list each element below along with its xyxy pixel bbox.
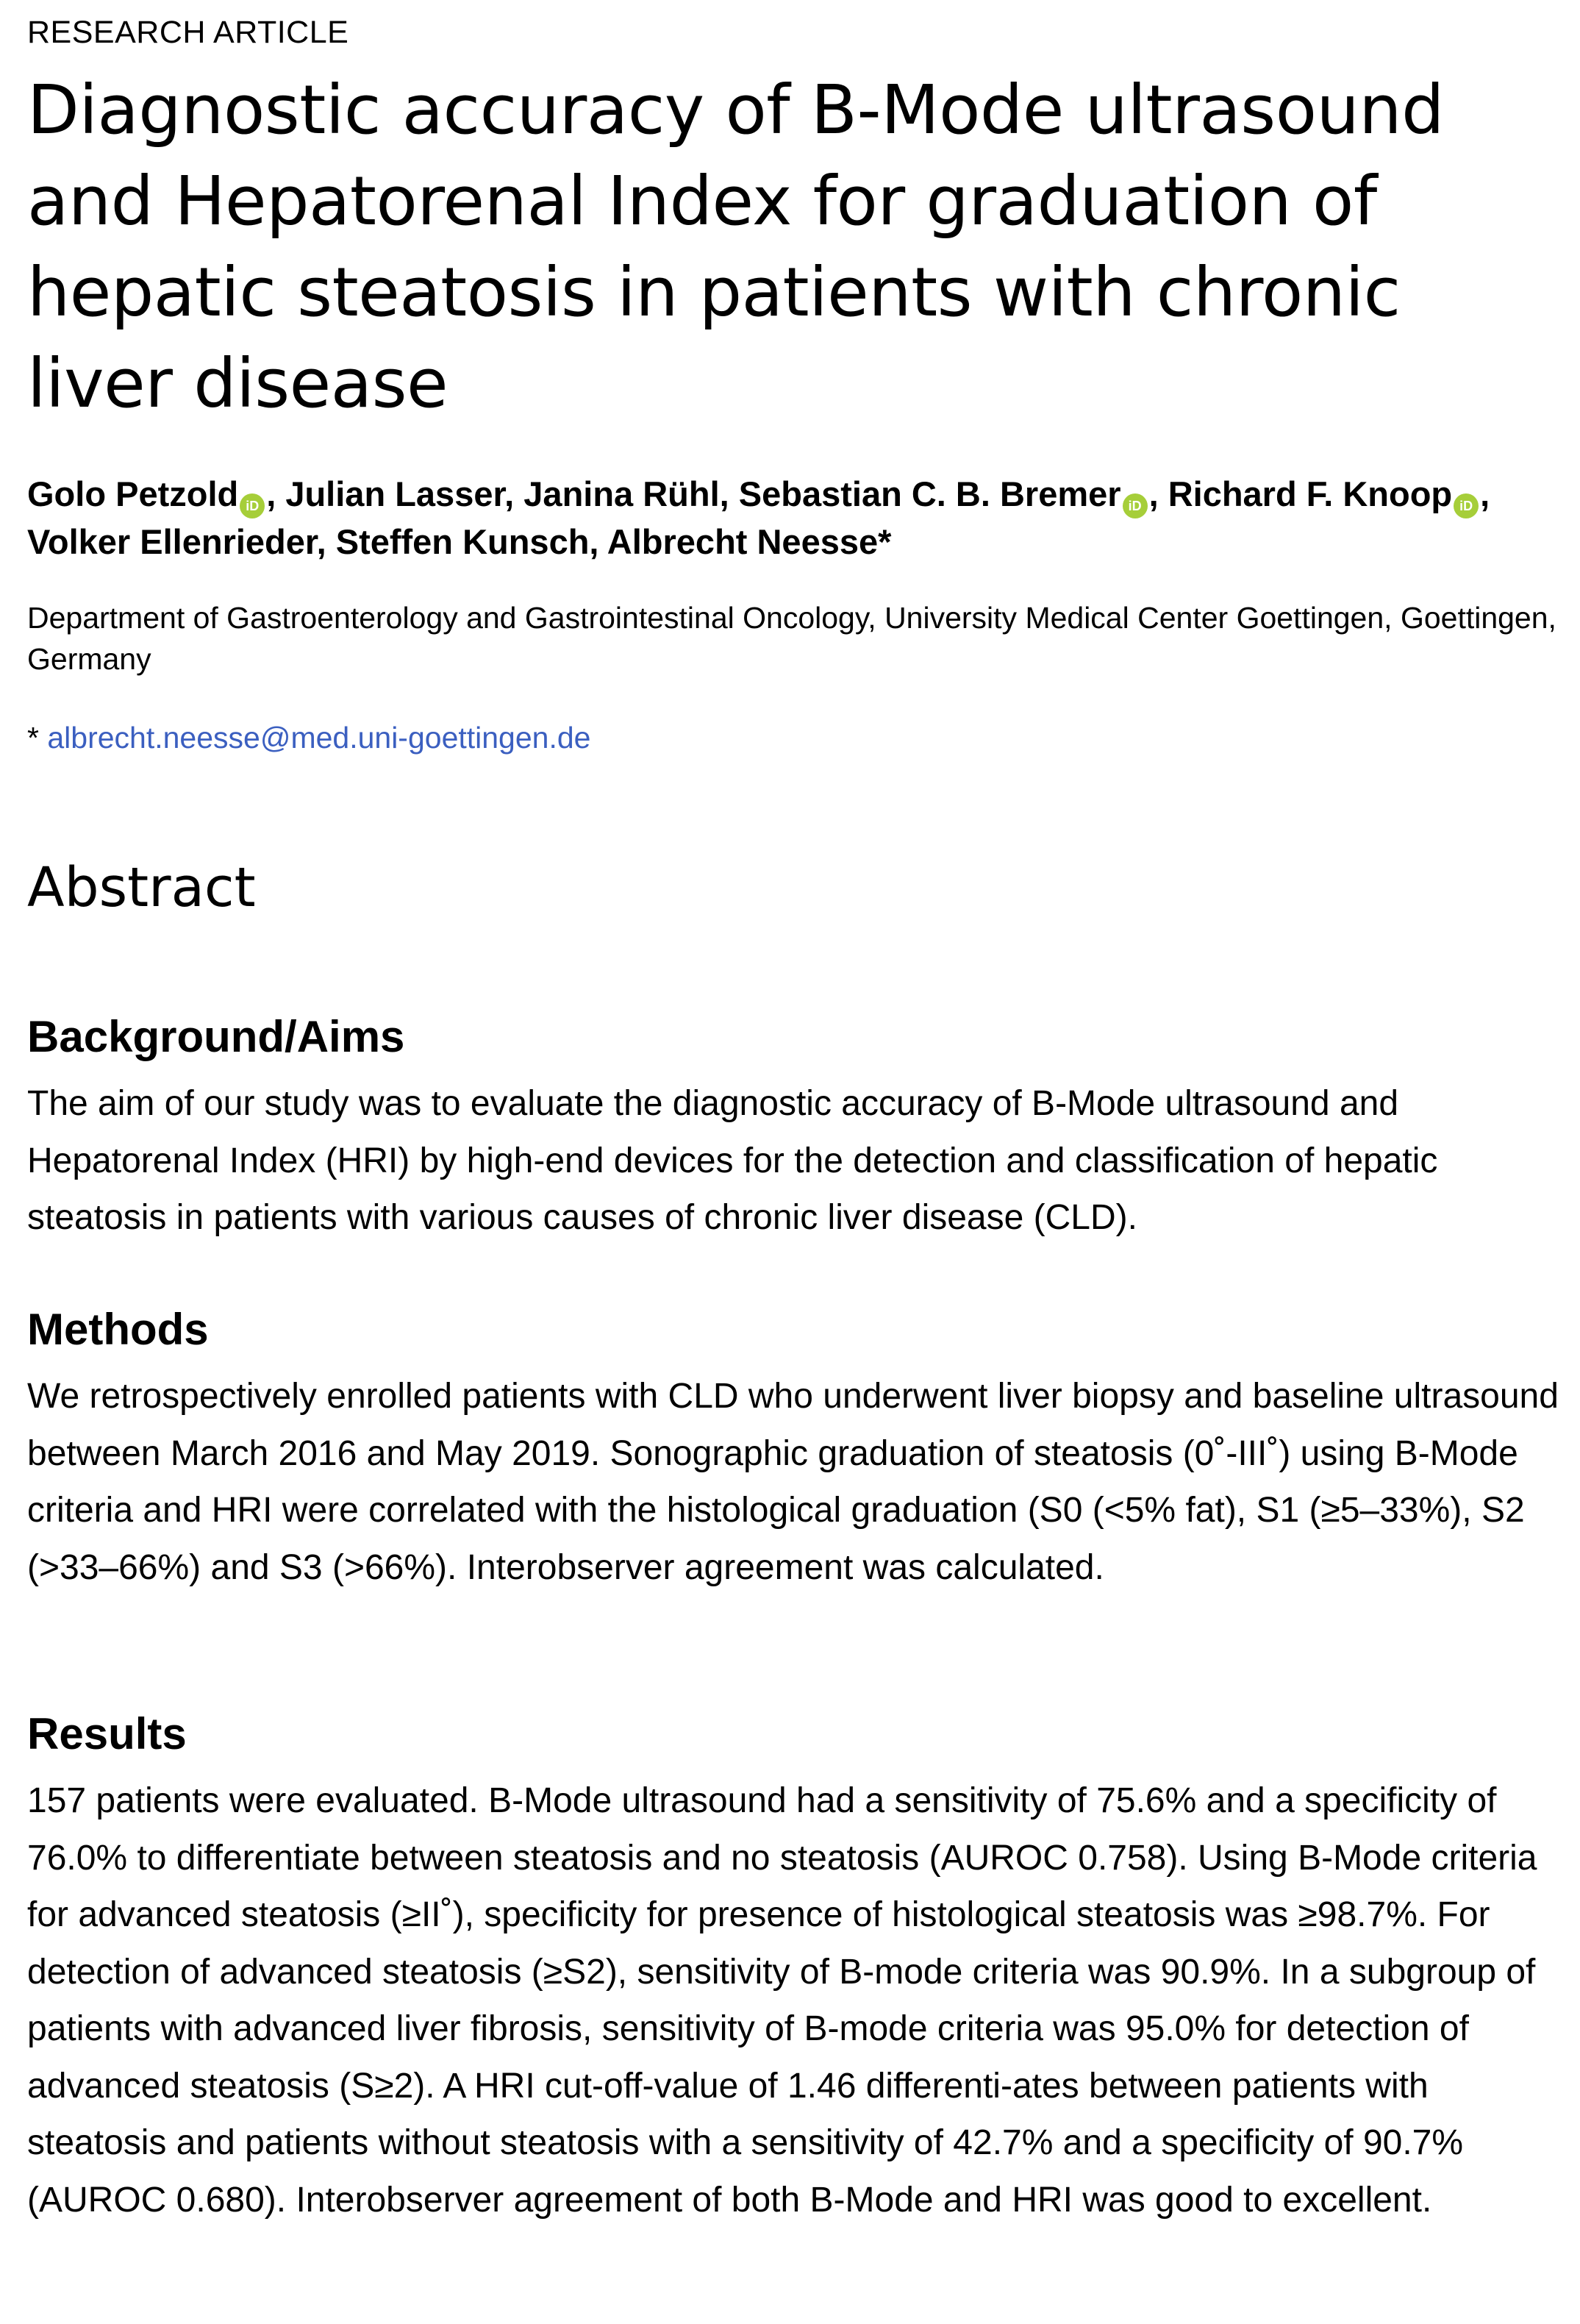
author-names[interactable]: , Julian Lasser, Janina Rühl, Sebastian C. B. Bremer <box>266 474 1121 513</box>
author-name[interactable]: , Richard F. Knoop <box>1148 474 1453 513</box>
author-list <box>27 471 1564 565</box>
abstract-heading: Abstract <box>27 856 256 919</box>
abstract-section-methods <box>27 1302 1564 1596</box>
article-type-label: RESEARCH ARTICLE <box>27 15 349 50</box>
abstract-section-results <box>27 1706 1564 2228</box>
section-text: We retrospectively enrolled patients with CLD who underwent liver biopsy and baseline ultrasound between March 2016 and May 2019. Sonographic graduation of steatosis (0˚-III˚) using B-Mode criteria and HRI were correlated with the histological graduation (S0 (<5% fat), S1 (≥5–33%), S2 (>33–66%) and S3 (>66%). Interobserver agreement was calculated. <box>27 1377 1559 1587</box>
abstract-section-background <box>27 1009 1564 1247</box>
author-name[interactable]: Golo Petzold <box>27 474 239 513</box>
correspondence-mark: * <box>27 721 48 755</box>
section-heading: Methods <box>27 1305 209 1354</box>
author-names[interactable]: Volker Ellenrieder, Steffen Kunsch, Albrecht Neesse <box>27 522 879 561</box>
section-heading: Results <box>27 1709 187 1758</box>
section-heading: Background/Aims <box>27 1012 405 1061</box>
section-text: 157 patients were evaluated. B-Mode ultrasound had a sensitivity of 75.6% and a specificity of 76.0% to differentiate between steatosis and no steatosis (AUROC 0.758). Using B-Mode criteria for advanced steatosis (≥II˚), specificity for presence of histological steatosis was ≥98.7%. For detection of advanced steatosis (≥S2), sensitivity of B-mode criteria was 90.9%. In a subgroup of patients with advanced liver fibrosis, sensitivity of B-mode criteria was 95.0% for detection of advanced steatosis (S≥2). A HRI cut-off-value of 1.46 differenti-ates between patients with steatosis and patients without steatosis with a sensitivity of 42.7% and a specificity of 90.7% (AUROC 0.680). Interobserver agreement of both B-Mode and HRI was good to excellent. <box>27 1781 1537 2220</box>
section-text: The aim of our study was to evaluate the diagnostic accuracy of B-Mode ultrasound and Hepatorenal Index (HRI) by high-end devices for the detection and classification of hepatic steatosis in patients with various causes of chronic liver disease (CLD). <box>27 1084 1438 1237</box>
corresponding-author-mark: * <box>878 522 892 561</box>
orcid-icon[interactable]: iD <box>1454 493 1479 518</box>
correspondence-line <box>27 717 590 758</box>
correspondence-email-link[interactable]: albrecht.neesse@med.uni-goettingen.de <box>47 721 591 755</box>
orcid-icon[interactable]: iD <box>1123 493 1148 518</box>
author-separator: , <box>1480 474 1490 513</box>
orcid-icon[interactable]: iD <box>240 493 265 518</box>
article-title: Diagnostic accuracy of B-Mode ultrasound and Hepatorenal Index for graduation of hepatic steatosis in patients with chronic liver disease <box>27 71 1445 423</box>
author-affiliation: Department of Gastroenterology and Gastrointestinal Oncology, University Medical Center Goettingen, Goettingen, Germany <box>27 601 1556 676</box>
